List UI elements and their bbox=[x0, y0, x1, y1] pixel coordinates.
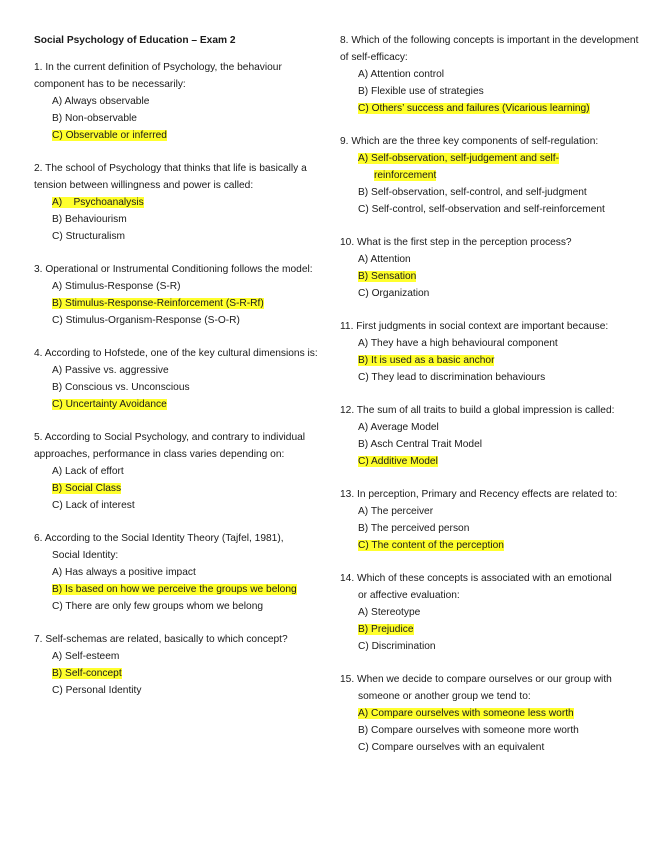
option-a-answer-continued: reinforcement bbox=[374, 170, 437, 181]
question-text: 6. According to the Social Identity Theory (Tajfel, 1981), bbox=[34, 533, 284, 544]
option-c-answer: C) The content of the perception bbox=[358, 540, 504, 551]
question-text: 14. Which of these concepts is associated with an emotional bbox=[340, 573, 612, 584]
option-c: C) They lead to discrimination behaviours bbox=[358, 372, 546, 383]
option-a-answer: A) Self-observation, self-judgement and self- bbox=[358, 153, 560, 164]
option-c-answer: C) Others’ success and failures (Vicarious learning) bbox=[358, 103, 590, 114]
option-b: B) Behaviourism bbox=[52, 214, 127, 225]
question-7 bbox=[34, 631, 326, 699]
question-6 bbox=[34, 530, 326, 615]
option-c-answer: C) Additive Model bbox=[358, 456, 438, 467]
question-text: 3. Operational or Instrumental Conditioning follows the model: bbox=[34, 264, 313, 275]
question-14 bbox=[340, 570, 640, 655]
option-b: B) Asch Central Trait Model bbox=[358, 439, 482, 450]
option-c: C) Stimulus-Organism-Response (S-O-R) bbox=[52, 315, 240, 326]
option-c: C) There are only few groups whom we belong bbox=[52, 601, 264, 612]
left-column bbox=[34, 32, 326, 715]
option-c: C) Lack of interest bbox=[52, 500, 135, 511]
question-text: 15. When we decide to compare ourselves or our group with bbox=[340, 674, 612, 685]
question-1 bbox=[34, 59, 326, 144]
option-b-answer: B) Self-concept bbox=[52, 668, 122, 679]
option-b-answer: B) Is based on how we perceive the groups we belong bbox=[52, 584, 297, 595]
option-c: C) Compare ourselves with an equivalent bbox=[358, 742, 545, 753]
option-a: A) Lack of effort bbox=[52, 466, 124, 477]
option-b-answer: B) Social Class bbox=[52, 483, 122, 494]
question-13 bbox=[340, 486, 640, 554]
question-10 bbox=[340, 234, 640, 302]
option-c: C) Organization bbox=[358, 288, 430, 299]
option-a: A) Stereotype bbox=[358, 607, 421, 618]
question-3 bbox=[34, 261, 326, 329]
question-9 bbox=[340, 133, 640, 218]
question-11 bbox=[340, 318, 640, 386]
option-a: A) Self-esteem bbox=[52, 651, 120, 662]
option-b-answer: B) Prejudice bbox=[358, 624, 414, 635]
question-4 bbox=[34, 345, 326, 413]
option-b: B) The perceived person bbox=[358, 523, 470, 534]
question-text: 5. According to Social Psychology, and contrary to individual approaches, performance in class varies depending on: bbox=[34, 432, 306, 460]
option-c: C) Self-control, self-observation and self-reinforcement bbox=[358, 204, 605, 215]
exam-title: Social Psychology of Education – Exam 2 bbox=[34, 35, 236, 46]
option-a: A) Passive vs. aggressive bbox=[52, 365, 169, 376]
question-text: 12. The sum of all traits to build a global impression is called: bbox=[340, 405, 615, 416]
question-2 bbox=[34, 160, 326, 245]
question-text-continued: or affective evaluation: bbox=[358, 590, 460, 601]
option-a: A) They have a high behavioural component bbox=[358, 338, 558, 349]
question-text: 9. Which are the three key components of self-regulation: bbox=[340, 136, 599, 147]
option-a: A) The perceiver bbox=[358, 506, 434, 517]
question-text: 8. Which of the following concepts is important in the development of self-efficacy: bbox=[340, 35, 639, 63]
option-b-answer: B) Stimulus-Response-Reinforcement (S-R-Rf) bbox=[52, 298, 264, 309]
option-b: B) Self-observation, self-control, and self-judgment bbox=[358, 187, 587, 198]
option-c: C) Discrimination bbox=[358, 641, 436, 652]
question-text: 11. First judgments in social context are important because: bbox=[340, 321, 609, 332]
option-a: A) Always observable bbox=[52, 96, 150, 107]
question-text: 2. The school of Psychology that thinks that life is basically a tension between willingness and power is called: bbox=[34, 163, 307, 191]
option-b: B) Compare ourselves with someone more worth bbox=[358, 725, 579, 736]
option-c-answer: C) Observable or inferred bbox=[52, 130, 167, 141]
option-a: A) Attention bbox=[358, 254, 411, 265]
option-b: B) Non-observable bbox=[52, 113, 137, 124]
question-text: 7. Self-schemas are related, basically to which concept? bbox=[34, 634, 288, 645]
option-b-answer: B) Sensation bbox=[358, 271, 417, 282]
option-b-answer: B) It is used as a basic anchor bbox=[358, 355, 495, 366]
option-c-answer: C) Uncertainty Avoidance bbox=[52, 399, 167, 410]
option-c: C) Structuralism bbox=[52, 231, 126, 242]
question-text: 1. In the current definition of Psychology, the behaviour component has to be necessarily: bbox=[34, 62, 282, 90]
question-text: 13. In perception, Primary and Recency effects are related to: bbox=[340, 489, 618, 500]
question-text-continued: Social Identity: bbox=[52, 550, 119, 561]
option-a: A) Attention control bbox=[358, 69, 445, 80]
question-8 bbox=[340, 32, 640, 117]
question-12 bbox=[340, 402, 640, 470]
option-a: A) Stimulus-Response (S-R) bbox=[52, 281, 181, 292]
question-text: 4. According to Hofstede, one of the key cultural dimensions is: bbox=[34, 348, 318, 359]
question-text: 10. What is the first step in the perception process? bbox=[340, 237, 572, 248]
question-5 bbox=[34, 429, 326, 514]
option-a: A) Average Model bbox=[358, 422, 439, 433]
option-b: B) Flexible use of strategies bbox=[358, 86, 484, 97]
option-a: A) Has always a positive impact bbox=[52, 567, 196, 578]
option-c: C) Personal Identity bbox=[52, 685, 142, 696]
question-text-continued: someone or another group we tend to: bbox=[358, 691, 531, 702]
option-a-answer: A) Compare ourselves with someone less worth bbox=[358, 708, 574, 719]
question-15 bbox=[340, 671, 640, 756]
option-b: B) Conscious vs. Unconscious bbox=[52, 382, 190, 393]
option-a-answer: A) Psychoanalysis bbox=[52, 197, 144, 208]
right-column bbox=[340, 32, 640, 772]
